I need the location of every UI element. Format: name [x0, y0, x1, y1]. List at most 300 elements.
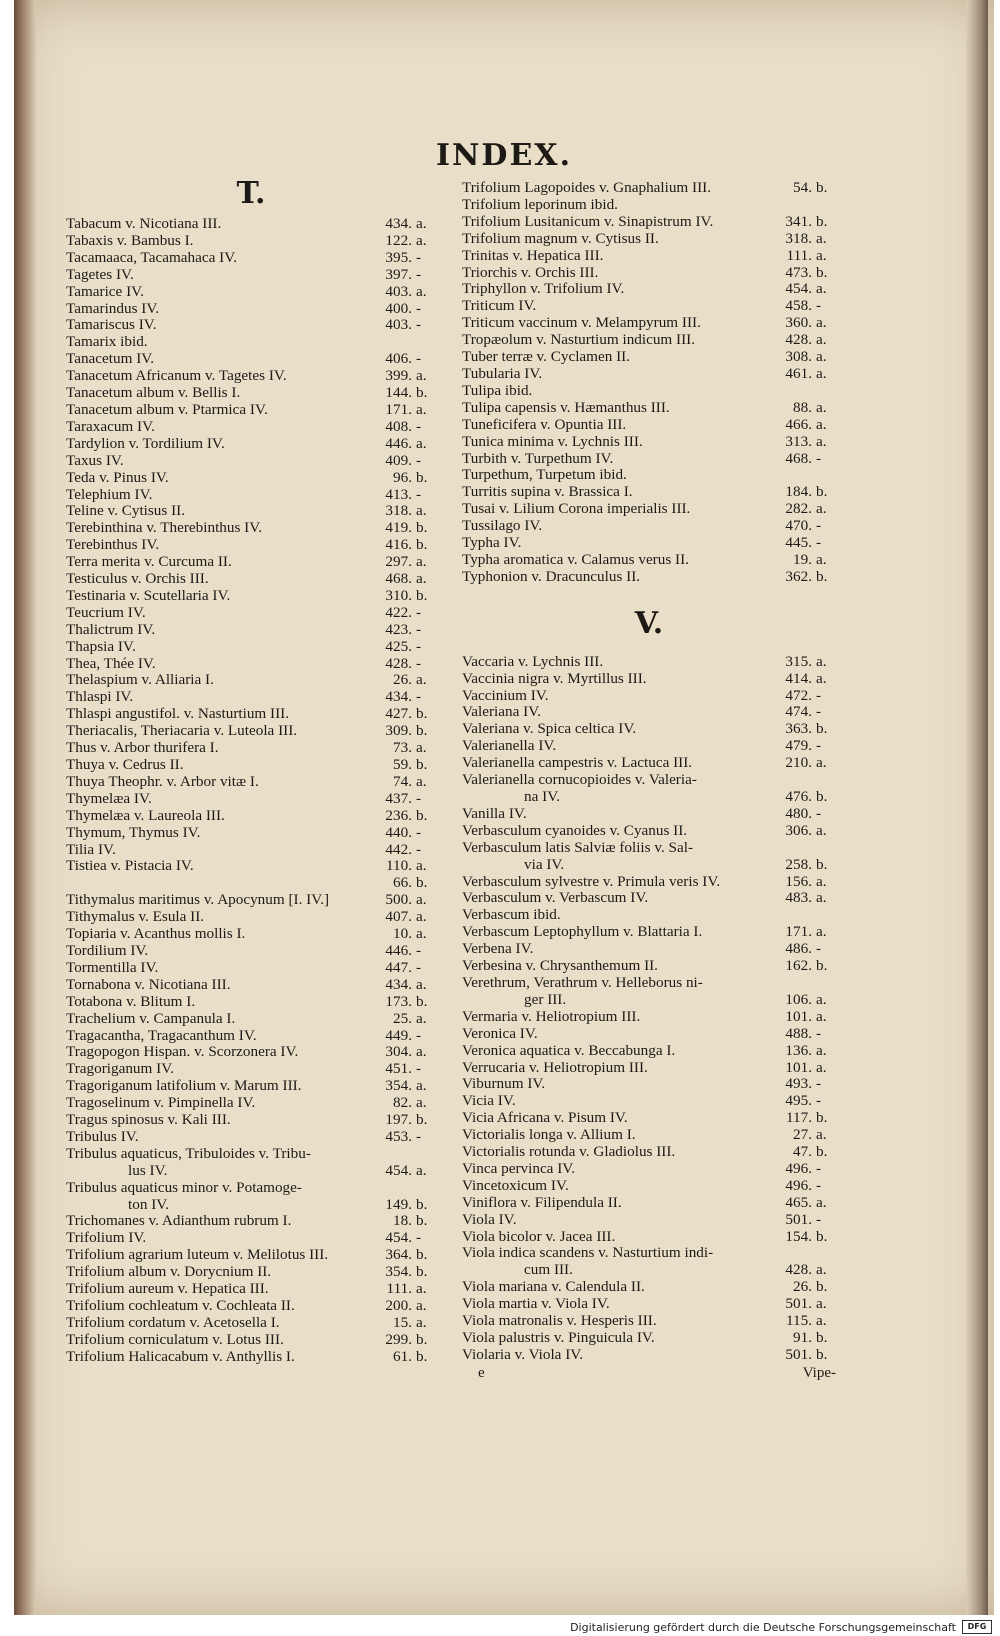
entry-column: b.	[416, 519, 428, 537]
index-entry	[66, 470, 436, 487]
entry-page: 501.	[785, 1295, 812, 1313]
index-entry	[462, 248, 836, 265]
entry-column: b.	[416, 1347, 428, 1365]
entry-term: Tamarice IV.	[66, 283, 144, 300]
entry-term: Trifolium aureum v. Hepatica III.	[66, 1281, 269, 1298]
index-entry	[462, 484, 836, 501]
entry-column: a.	[416, 925, 427, 943]
index-entry	[462, 924, 836, 941]
entry-term: Vincetoxicum IV.	[462, 1177, 569, 1194]
entry-term: Tusai v. Lilium Corona imperialis III.	[462, 501, 691, 518]
entry-column: a.	[816, 1295, 827, 1313]
index-entry	[66, 1281, 436, 1298]
entry-term: Viola martia v. Viola IV.	[462, 1296, 610, 1313]
index-entry	[462, 214, 836, 231]
index-entry	[66, 943, 436, 960]
entry-column: a.	[416, 502, 427, 520]
entry-term: Thuya Theophr. v. Arbor vitæ I.	[66, 773, 259, 790]
entry-term: Teline v. Cytisus II.	[66, 503, 186, 520]
entry-page: 409.	[385, 451, 412, 469]
entry-term: Trifolium IV.	[66, 1230, 147, 1247]
entry-column: b.	[816, 179, 828, 196]
entry-term: Turpethum, Turpetum ibid.	[462, 467, 627, 484]
index-entry	[66, 385, 436, 402]
entry-page: 304.	[385, 1043, 412, 1061]
entry-column: b.	[416, 1263, 428, 1281]
entry-column: -	[416, 299, 422, 317]
entry-column: -	[416, 316, 422, 334]
index-entry	[66, 639, 436, 656]
entry-column: a.	[416, 857, 427, 875]
index-entry	[66, 875, 436, 892]
entry-term: Typha aromatica v. Calamus verus II.	[462, 551, 689, 568]
entry-column: -	[416, 485, 422, 503]
entry-term: Trachelium v. Campanula I.	[66, 1010, 236, 1027]
entry-column: b.	[816, 1227, 828, 1245]
index-entry	[66, 520, 436, 537]
entry-page: 111.	[386, 1280, 412, 1298]
entry-page: 282.	[785, 500, 812, 518]
entry-term: Verbasculum cyanoides v. Cyanus II.	[462, 822, 688, 839]
entry-term: Tragus spinosus v. Kali III.	[66, 1112, 231, 1129]
entry-column: a.	[816, 229, 827, 247]
entry-column: a.	[816, 1058, 827, 1076]
entry-term: Trichomanes v. Adianthum rubrum I.	[66, 1213, 292, 1230]
page-edge-right	[966, 0, 988, 1615]
entry-column: a.	[816, 280, 827, 298]
index-entry	[462, 975, 836, 1009]
entry-page: 447.	[385, 958, 412, 976]
index-entry	[462, 197, 836, 214]
entry-page: 403.	[385, 316, 412, 334]
entry-term: Viola IV.	[462, 1211, 517, 1228]
entry-term: Tussilago IV.	[462, 518, 543, 535]
index-entry	[462, 315, 836, 332]
entry-column: a.	[816, 1007, 827, 1025]
index-entry	[66, 487, 436, 504]
index-entry	[66, 1095, 436, 1112]
index-entry	[462, 688, 836, 705]
entry-page: 210.	[785, 754, 812, 772]
entry-term: Vicia Africana v. Pisum IV.	[462, 1110, 628, 1127]
entry-page: 184.	[785, 483, 812, 501]
entry-column: b.	[416, 468, 428, 486]
entry-page: 18.	[393, 1212, 412, 1230]
entry-column: a.	[416, 231, 427, 249]
entry-page: 403.	[385, 282, 412, 300]
entry-column: a.	[816, 872, 827, 890]
entry-term: Thuya v. Cedrus II.	[66, 757, 184, 773]
entry-term: Thea, Thée IV.	[66, 655, 156, 672]
entry-column: a.	[816, 364, 827, 382]
entry-term: Tribulus aquaticus, Tribuloides v. Tribu- lus IV.	[66, 1145, 311, 1179]
index-entry	[462, 1009, 836, 1026]
entry-column: -	[816, 940, 822, 958]
entry-column: a.	[816, 432, 827, 450]
entry-column: -	[816, 686, 822, 704]
entry-term: Victorialis rotunda v. Gladiolus III.	[462, 1144, 676, 1161]
dfg-logo: DFG	[962, 1620, 992, 1634]
entry-term: Tormentilla IV.	[66, 959, 159, 976]
entry-column: a.	[816, 1312, 827, 1330]
entry-column: a.	[816, 652, 827, 670]
entry-term: Trifolium leporinum ibid.	[462, 196, 618, 213]
index-entry	[66, 250, 436, 267]
index-entry	[462, 501, 836, 518]
entry-term: Valeriana v. Spica celtica IV.	[462, 721, 637, 738]
entry-page: 406.	[385, 350, 412, 368]
entry-term: Tragoselinum v. Pimpinella IV.	[66, 1095, 256, 1112]
index-entry	[462, 823, 836, 840]
index-entry	[66, 1028, 436, 1045]
index-entry	[462, 1076, 836, 1093]
entry-column: a.	[816, 398, 827, 416]
entry-page: 440.	[385, 823, 412, 841]
entry-page: 318.	[385, 502, 412, 520]
index-column-left	[66, 172, 436, 1366]
index-entry	[462, 1245, 836, 1279]
entry-page: 354.	[385, 1263, 412, 1281]
entry-page: 488.	[785, 1024, 812, 1042]
entry-term: Tabaxis v. Bambus I.	[66, 232, 194, 249]
entry-page: 136.	[785, 1041, 812, 1059]
entry-column: -	[416, 654, 422, 672]
entry-term: Triphyllon v. Trifolium IV.	[462, 281, 625, 298]
index-entry	[66, 605, 436, 622]
index-entry	[66, 1349, 436, 1366]
entry-column: b.	[416, 1195, 428, 1213]
entry-term: Turritis supina v. Brassica I.	[462, 484, 633, 501]
entry-column: a.	[416, 367, 427, 385]
index-entry	[66, 622, 436, 639]
entry-term: Thalictrum IV.	[66, 621, 156, 638]
entry-column: -	[416, 451, 422, 469]
entry-term: Veronica aquatica v. Beccabunga I.	[462, 1042, 676, 1059]
entry-page: 423.	[385, 620, 412, 638]
entry-page: 101.	[785, 1058, 812, 1076]
entry-page: 310.	[385, 586, 412, 604]
index-entry	[66, 1011, 436, 1028]
entry-term: Trifolium cordatum v. Acetosella I.	[66, 1314, 280, 1331]
entry-term: Viola palustris v. Pinguicula IV.	[462, 1330, 655, 1346]
entry-term: Taxus IV.	[66, 452, 124, 469]
index-column-right	[462, 180, 836, 1364]
entry-column: -	[416, 603, 422, 621]
index-entry	[66, 1230, 436, 1247]
index-entry	[66, 1247, 436, 1264]
entry-page: 88.	[793, 398, 812, 416]
entry-column: -	[416, 958, 422, 976]
entry-column: b.	[416, 1212, 428, 1230]
entry-column: b.	[816, 263, 828, 281]
entry-column: a.	[416, 282, 427, 300]
index-entry	[462, 383, 836, 400]
index-list-right-bottom	[462, 654, 836, 1364]
entry-page: 154.	[785, 1227, 812, 1245]
entry-term: Verethrum, Verathrum v. Helleborus ni- ger III.	[462, 974, 703, 1008]
entry-page: 427.	[385, 705, 412, 723]
index-entry	[462, 907, 836, 924]
index-entry	[66, 1213, 436, 1230]
index-entry	[462, 1279, 836, 1296]
entry-page: 399.	[385, 367, 412, 385]
index-entry	[462, 467, 836, 484]
entry-term: Verbasculum sylvestre v. Primula veris IV.	[462, 873, 721, 890]
entry-term: Vaccinia nigra v. Myrtillus III.	[462, 670, 647, 687]
index-entry	[462, 738, 836, 755]
index-entry	[66, 453, 436, 470]
entry-page: 442.	[385, 840, 412, 858]
entry-column: b.	[816, 1345, 828, 1363]
entry-column: a.	[416, 891, 427, 909]
section-letter-v: V.	[634, 605, 664, 641]
entry-page: 479.	[785, 737, 812, 755]
entry-term: Thlaspi angustifol. v. Nasturtium III.	[66, 706, 289, 723]
entry-page: 144.	[385, 384, 412, 402]
entry-page: 416.	[385, 536, 412, 554]
entry-term: Vinca pervinca IV.	[462, 1160, 576, 1177]
index-entry	[462, 265, 836, 282]
entry-term: Typhonion v. Dracunculus II.	[462, 568, 641, 585]
index-entry	[462, 366, 836, 383]
entry-page: 15.	[393, 1313, 412, 1331]
entry-term: Tribulus IV.	[66, 1128, 139, 1145]
entry-column: -	[416, 1229, 422, 1247]
entry-column: b.	[416, 1246, 428, 1264]
index-entry	[462, 400, 836, 417]
page-edge-left	[14, 0, 36, 1615]
index-entry	[462, 1330, 836, 1347]
entry-column: a.	[416, 739, 427, 757]
index-entry	[66, 317, 436, 334]
entry-page: 27.	[793, 1126, 812, 1144]
index-entry	[66, 1129, 436, 1146]
entry-term: Verbesina v. Chrysanthemum II.	[462, 958, 658, 975]
index-entry	[66, 689, 436, 706]
entry-column: a.	[416, 772, 427, 790]
entry-page: 47.	[793, 1143, 812, 1161]
entry-term: Thlaspi IV.	[66, 689, 134, 706]
entry-column: -	[416, 350, 422, 368]
entry-term: Testiculus v. Orchis III.	[66, 571, 209, 588]
entry-page: 496.	[785, 1159, 812, 1177]
entry-page: 59.	[393, 756, 412, 773]
index-entry	[66, 994, 436, 1011]
index-entry	[66, 351, 436, 368]
entry-term: Viola indica scandens v. Nasturtium indi- cum III.	[462, 1245, 714, 1279]
entry-column: a.	[416, 1077, 427, 1095]
index-entry	[66, 774, 436, 791]
entry-term: Tamarix ibid.	[66, 334, 148, 351]
entry-column: a.	[416, 1009, 427, 1027]
entry-page: 451.	[385, 1060, 412, 1078]
index-entry	[462, 721, 836, 738]
book-page	[14, 0, 994, 1615]
entry-term: Trifolium cochleatum v. Cochleata II.	[66, 1298, 295, 1314]
index-entry	[66, 926, 436, 943]
entry-term: Valerianella IV.	[462, 738, 557, 755]
entry-term: Viburnum IV.	[462, 1076, 546, 1093]
entry-term: Vicia IV.	[462, 1093, 516, 1110]
entry-column: -	[416, 1060, 422, 1078]
entry-term: Triticum vaccinum v. Melampyrum III.	[462, 315, 701, 332]
index-entry	[66, 588, 436, 605]
entry-column: -	[816, 1210, 822, 1228]
index-entry	[66, 1112, 436, 1129]
entry-column: b.	[816, 957, 828, 975]
entry-term: Tanacetum album v. Bellis I.	[66, 385, 241, 402]
entry-column: -	[816, 449, 822, 467]
entry-term: Triticum IV.	[462, 298, 537, 315]
entry-page: 162.	[785, 957, 812, 975]
entry-column: a.	[816, 889, 827, 907]
index-entry	[462, 417, 836, 434]
entry-page: 434.	[385, 688, 412, 706]
entry-column: a.	[416, 908, 427, 926]
entry-page: 306.	[785, 821, 812, 839]
index-entry	[462, 1043, 836, 1060]
entry-term: Tagetes IV.	[66, 266, 134, 283]
entry-page: 149.	[385, 1195, 412, 1213]
entry-term: Testinaria v. Scutellaria IV.	[66, 587, 231, 604]
entry-column: -	[416, 620, 422, 638]
index-entry	[66, 554, 436, 571]
index-entry	[66, 284, 436, 301]
entry-column: -	[816, 703, 822, 721]
entry-column: -	[416, 688, 422, 706]
entry-term: Tacamaaca, Tacamahaca IV.	[66, 249, 238, 266]
entry-column: a.	[416, 1094, 427, 1112]
funding-note	[570, 1620, 992, 1634]
entry-column: a.	[816, 550, 827, 568]
entry-term: Tuneficifera v. Opuntia III.	[462, 416, 627, 433]
index-entry	[66, 1315, 436, 1332]
index-entry	[66, 419, 436, 436]
entry-page: 414.	[785, 669, 812, 687]
entry-column: -	[416, 1026, 422, 1044]
section-letter-t: T.	[236, 176, 266, 211]
entry-column: b.	[816, 1143, 828, 1161]
entry-column: -	[416, 417, 422, 435]
entry-column: a.	[416, 215, 427, 232]
entry-column: b.	[816, 1329, 828, 1346]
index-entry	[462, 434, 836, 451]
entry-term: Verbascum Leptophyllum v. Blattaria I.	[462, 924, 703, 941]
entry-column: -	[816, 1176, 822, 1194]
index-entry	[66, 1180, 436, 1214]
index-entry	[66, 842, 436, 859]
entry-column: a.	[416, 553, 427, 571]
entry-term: Tulipa capensis v. Hæmanthus III.	[462, 399, 670, 416]
entry-column: b.	[416, 536, 428, 554]
entry-term: Tithymalus maritimus v. Apocynum [I. IV.]	[66, 892, 330, 909]
entry-column: b.	[816, 720, 828, 738]
entry-page: 111.	[786, 246, 812, 264]
entry-column: b.	[816, 1109, 828, 1127]
entry-page: 74.	[393, 772, 412, 790]
entry-page: 299.	[385, 1330, 412, 1348]
entry-term: Theriacalis, Theriacaria v. Luteola III.	[66, 723, 298, 740]
entry-page: 434.	[385, 215, 412, 232]
entry-term: Trifolium agrarium luteum v. Melilotus III.	[66, 1247, 329, 1264]
index-entry	[462, 1229, 836, 1246]
index-entry	[66, 1332, 436, 1349]
index-entry	[66, 740, 436, 757]
entry-column: -	[416, 941, 422, 959]
index-entry	[66, 402, 436, 419]
index-entry	[462, 1296, 836, 1313]
entry-term: Topiaria v. Acanthus mollis I.	[66, 926, 246, 943]
entry-page: 341.	[785, 212, 812, 230]
entry-page: 101.	[785, 1007, 812, 1025]
entry-term: Viola mariana v. Calendula II.	[462, 1279, 645, 1296]
entry-page: 171.	[385, 400, 412, 418]
index-entry	[462, 569, 836, 586]
entry-column: -	[816, 1092, 822, 1110]
entry-term: Tamariscus IV.	[66, 317, 157, 334]
entry-term: Trinitas v. Hepatica III.	[462, 247, 604, 264]
page-title: INDEX.	[435, 138, 573, 173]
entry-column: a.	[416, 975, 427, 993]
entry-page: 449.	[385, 1026, 412, 1044]
entry-column: b.	[416, 384, 428, 402]
entry-term: Taraxacum IV.	[66, 418, 155, 435]
entry-column: a.	[416, 434, 427, 452]
entry-column: a.	[416, 1161, 427, 1179]
entry-column: b.	[816, 1278, 828, 1296]
entry-page: 115.	[785, 1312, 812, 1330]
index-entry	[462, 1026, 836, 1043]
entry-term: Tribulus aquaticus minor v. Potamoge- ton IV.	[66, 1179, 302, 1213]
page-footer	[462, 1365, 836, 1382]
entry-term: Terebinthus IV.	[66, 537, 160, 554]
entry-page: 465.	[785, 1193, 812, 1211]
entry-page: 54.	[793, 179, 812, 196]
index-entry	[66, 503, 436, 520]
index-entry	[462, 298, 836, 315]
entry-column: -	[816, 297, 822, 315]
entry-page: 82.	[393, 1094, 412, 1112]
entry-term: Vaccinium IV.	[462, 687, 549, 704]
entry-page: 500.	[385, 891, 412, 909]
index-entry	[462, 332, 836, 349]
entry-term: Tropæolum v. Nasturtium indicum III.	[462, 332, 696, 349]
entry-term: Tornabona v. Nicotiana III.	[66, 976, 231, 993]
entry-page: 461.	[785, 364, 812, 382]
entry-page: 474.	[785, 703, 812, 721]
index-entry	[462, 654, 836, 671]
entry-column: a.	[816, 669, 827, 687]
entry-page: 25.	[393, 1009, 412, 1027]
index-entry	[462, 1110, 836, 1127]
entry-column: a.	[816, 415, 827, 433]
entry-column: -	[816, 1075, 822, 1093]
index-entry	[462, 1060, 836, 1077]
entry-term: Valerianella campestris v. Lactuca III.	[462, 755, 693, 772]
entry-term: Tragacantha, Tragacanthum IV.	[66, 1027, 257, 1044]
entry-page: 66.	[393, 874, 412, 892]
index-entry	[66, 1264, 436, 1281]
entry-column: -	[816, 804, 822, 822]
index-entry	[462, 349, 836, 366]
entry-term: Valerianella cornucopioides v. Valeria- na IV.	[462, 772, 697, 805]
index-entry	[66, 1078, 436, 1095]
entry-term: Tunica minima v. Lychnis III.	[462, 433, 643, 450]
index-entry	[462, 1347, 836, 1364]
entry-column: -	[416, 265, 422, 283]
index-entry	[462, 1161, 836, 1178]
entry-term: Tulipa ibid.	[462, 382, 533, 399]
